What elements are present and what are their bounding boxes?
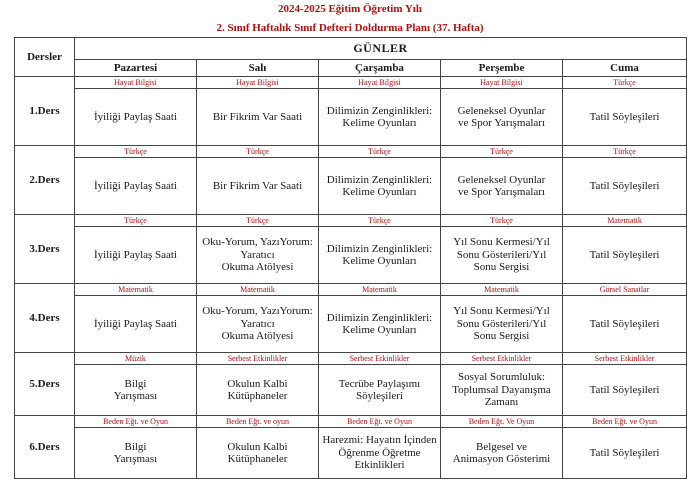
activity-cell [441, 89, 563, 146]
activity-cell [441, 428, 563, 479]
activity-cell [319, 89, 441, 146]
activity-line: Tatil Söyleşileri [589, 248, 660, 261]
activity-line: Yarışması [113, 390, 158, 402]
activity-line: İyiliği Paylaş Saati [93, 317, 178, 330]
subject-cell: Türkçe [441, 146, 563, 158]
activity-line: Dilimizin Zenginlikleri: [326, 104, 433, 117]
activity-line: Belgesel ve [475, 440, 527, 453]
activity-line: Bilgi [124, 377, 147, 390]
subject-cell: Müzik [75, 353, 197, 365]
subject-row [15, 416, 687, 428]
activity-row [15, 89, 687, 146]
lesson-label: 3.Ders [15, 215, 75, 284]
activity-line: Geleneksel Oyunlar [457, 104, 546, 117]
activity-line: ve Spor Yarışmaları [457, 186, 546, 198]
activity-line: Söyleşileri [355, 390, 404, 402]
subject-row [15, 284, 687, 296]
subject-cell: Matematik [75, 284, 197, 296]
days-group-label: GÜNLER [75, 38, 687, 60]
subject-cell: Serbest Etkinlikler [441, 353, 563, 365]
lesson-label: 4.Ders [15, 284, 75, 353]
activity-line: Harezmi: Hayatın İçinden [322, 434, 437, 447]
subject-cell: Görsel Sanatlar [563, 284, 687, 296]
subject-cell: Serbest Etkinlikler [319, 353, 441, 365]
activity-line: Sonu Sergisi [473, 261, 530, 274]
activity-cell [563, 365, 687, 416]
activity-line: Okuma Atölyesi [221, 330, 294, 343]
day-header-thursday: Perşembe [441, 60, 563, 77]
activity-line: Kelime Oyunları [342, 324, 417, 336]
activity-line: Sonu Gösterileri/Yıl [456, 317, 547, 330]
subject-cell: Beden Eğt. ve Oyun [75, 416, 197, 428]
activity-cell [563, 227, 687, 284]
subject-cell: Serbest Etkinlikler [563, 353, 687, 365]
subject-cell: Matematik [441, 284, 563, 296]
subject-cell: Beden Eğt. ve Oyun [563, 416, 687, 428]
activity-line: Tecrübe Paylaşımı [338, 377, 421, 390]
subject-cell: Beden Eğt. ve Oyun [319, 416, 441, 428]
activity-cell [197, 89, 319, 146]
activity-line: Oku-Yorum, YazıYorum: [202, 236, 313, 249]
activity-row [15, 227, 687, 284]
activity-line: Yaratıcı [240, 248, 275, 261]
activity-line: Zamanı [484, 396, 519, 409]
subject-cell: Türkçe [563, 77, 687, 89]
subject-cell: Türkçe [563, 146, 687, 158]
activity-line: Yarışması [113, 453, 158, 465]
subject-cell: Hayat Bilgisi [197, 77, 319, 89]
subject-cell: Türkçe [75, 146, 197, 158]
activity-line: Kelime Oyunları [342, 255, 417, 267]
activity-cell [197, 227, 319, 284]
activity-line: İyiliği Paylaş Saati [93, 248, 178, 261]
activity-cell [441, 158, 563, 215]
subject-cell: Matematik [197, 284, 319, 296]
activity-cell [319, 158, 441, 215]
activity-cell [319, 365, 441, 416]
activity-cell [75, 365, 197, 416]
day-header-friday: Cuma [563, 60, 687, 77]
activity-line: İyiliği Paylaş Saati [93, 110, 178, 123]
activity-row [15, 365, 687, 416]
activity-line: Yaratıcı [240, 317, 275, 330]
activity-line: Geleneksel Oyunlar [457, 173, 546, 186]
subject-cell: Türkçe [319, 146, 441, 158]
document-title: 2024-2025 Eğitim Öğretim Yılı [278, 3, 422, 15]
subject-cell: Hayat Bilgisi [441, 77, 563, 89]
activity-cell [563, 296, 687, 353]
activity-line: Animasyon Gösterimi [452, 453, 551, 465]
activity-line: Tatil Söyleşileri [589, 110, 660, 123]
activity-line: Okulun Kalbi [227, 440, 288, 453]
subject-row [15, 353, 687, 365]
activity-cell [563, 428, 687, 479]
day-header-monday: Pazartesi [75, 60, 197, 77]
activity-cell [75, 158, 197, 215]
days-row [15, 60, 687, 77]
subject-row [15, 77, 687, 89]
activity-line: Bilgi [124, 440, 147, 453]
activity-line: Okulun Kalbi [227, 377, 288, 390]
activity-cell [319, 296, 441, 353]
activity-cell [197, 365, 319, 416]
activity-cell [75, 89, 197, 146]
table-body [15, 77, 687, 479]
subject-cell: Beden Eğt. ve oyun [197, 416, 319, 428]
activity-line: ve Spor Yarışmaları [457, 117, 546, 129]
activity-line: Dilimizin Zenginlikleri: [326, 173, 433, 186]
activity-line: İyiliği Paylaş Saati [93, 179, 178, 192]
subject-cell: Hayat Bilgisi [319, 77, 441, 89]
subject-cell: Serbest Etkinlikler [197, 353, 319, 365]
activity-cell [75, 227, 197, 284]
day-header-tuesday: Salı [197, 60, 319, 77]
day-header-wednesday: Çarşamba [319, 60, 441, 77]
document-subtitle: 2. Sınıf Haftalık Sınıf Defteri Doldurma Planı (37. Hafta) [216, 22, 484, 34]
activity-line: Sonu Gösterileri/Yıl [456, 248, 547, 261]
subject-cell: Matematik [319, 284, 441, 296]
activity-line: Tatil Söyleşileri [589, 179, 660, 192]
subject-row [15, 215, 687, 227]
activity-cell [197, 428, 319, 479]
activity-line: Etkinlikleri [354, 459, 405, 472]
subject-cell: Türkçe [319, 215, 441, 227]
activity-line: Sosyal Sorumluluk: [457, 371, 546, 384]
subject-cell: Matematik [563, 215, 687, 227]
activity-line: Yıl Sonu Kermesi/Yıl [453, 305, 550, 318]
subject-cell: Türkçe [75, 215, 197, 227]
activity-line: Kütüphaneler [227, 453, 288, 465]
activity-cell [197, 158, 319, 215]
activity-row [15, 296, 687, 353]
activity-cell [441, 365, 563, 416]
lesson-label: 5.Ders [15, 353, 75, 416]
activity-cell [75, 428, 197, 479]
subject-cell: Türkçe [441, 215, 563, 227]
subject-cell: Türkçe [197, 215, 319, 227]
activity-line: Yıl Sonu Kermesi/Yıl [453, 236, 550, 249]
activity-row [15, 428, 687, 479]
activity-line: Dilimizin Zenginlikleri: [326, 311, 433, 324]
activity-line: Kütüphaneler [227, 390, 288, 402]
activity-line: Bir Fikrim Var Saati [212, 179, 303, 192]
activity-line: Oku-Yorum, YazıYorum: [202, 305, 313, 318]
activity-line: Okuma Atölyesi [221, 261, 294, 274]
activity-line: Sonu Sergisi [473, 330, 530, 343]
activity-line: Dilimizin Zenginlikleri: [326, 242, 433, 255]
activity-line: Kelime Oyunları [342, 186, 417, 198]
activity-cell [319, 227, 441, 284]
lesson-label: 2.Ders [15, 146, 75, 215]
activity-line: Kelime Oyunları [342, 117, 417, 129]
activity-line: Öğrenme Öğretme [338, 446, 421, 459]
activity-row [15, 158, 687, 215]
table-header-row [15, 38, 687, 60]
activity-cell [197, 296, 319, 353]
activity-cell [441, 227, 563, 284]
subject-cell: Beden Eğt. Ve Oyun [441, 416, 563, 428]
activity-cell [563, 158, 687, 215]
subject-cell: Türkçe [197, 146, 319, 158]
subject-cell: Hayat Bilgisi [75, 77, 197, 89]
activity-line: Tatil Söyleşileri [589, 383, 660, 396]
lesson-label: 6.Ders [15, 416, 75, 479]
subject-row [15, 146, 687, 158]
activity-line: Toplumsal Dayanışma [452, 383, 551, 396]
activity-cell [441, 296, 563, 353]
activity-line: Tatil Söyleşileri [589, 317, 660, 330]
weekly-plan-table [14, 37, 687, 479]
activity-line: Bir Fikrim Var Saati [212, 110, 303, 123]
lesson-label: 1.Ders [15, 77, 75, 146]
activity-cell [563, 89, 687, 146]
corner-label: Dersler [15, 38, 75, 77]
activity-cell [75, 296, 197, 353]
activity-cell [319, 428, 441, 479]
activity-line: Tatil Söyleşileri [589, 446, 660, 459]
